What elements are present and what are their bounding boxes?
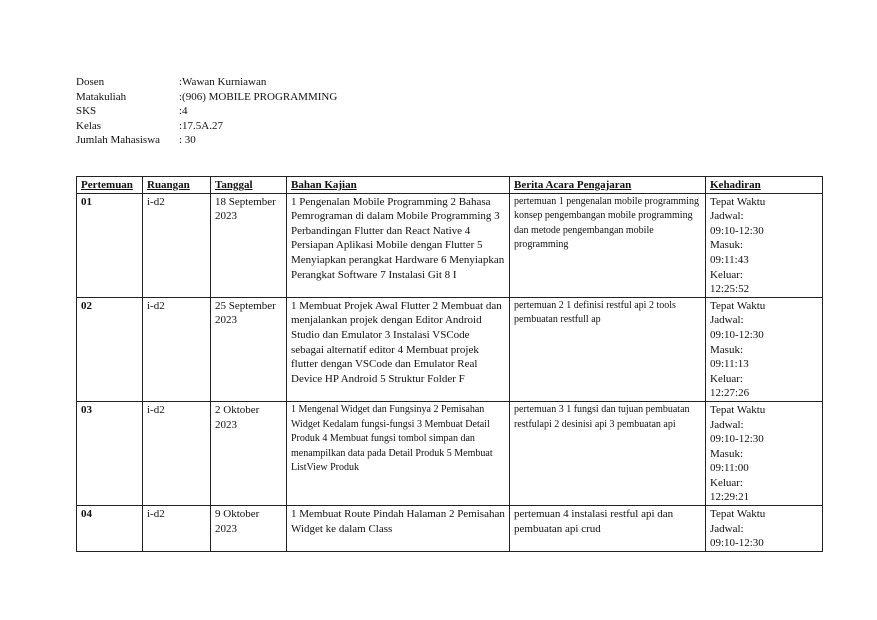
header-ruangan: Ruangan bbox=[143, 177, 211, 194]
cell-tanggal: 9 Oktober 2023 bbox=[211, 506, 287, 552]
cell-bahan-kajian: 1 Membuat Route Pindah Halaman 2 Pemisahan Widget ke dalam Class bbox=[287, 506, 510, 552]
cell-pertemuan: 04 bbox=[77, 506, 143, 552]
info-row-kelas bbox=[76, 119, 337, 134]
cell-bahan-kajian: 1 Mengenal Widget dan Fungsinya 2 Pemisahan Widget Kedalam fungsi-fungsi 3 Membuat Detail Produk 4 Membuat fungsi tombol simpan dan menampilkan data pada Detail Produk 5 Membuat ListView Produk bbox=[287, 401, 510, 505]
kehadiran-keluar: 12:27:26 bbox=[710, 387, 750, 400]
table-row bbox=[77, 297, 823, 401]
info-label: Matakuliah bbox=[76, 90, 127, 103]
cell-kehadiran bbox=[706, 506, 823, 552]
cell-ruangan: i-d2 bbox=[143, 506, 211, 552]
info-label: Dosen bbox=[76, 76, 105, 88]
kehadiran-masuk: 09:11:00 bbox=[710, 462, 749, 475]
cell-tanggal: 2 Oktober 2023 bbox=[211, 401, 287, 505]
kehadiran-masuk: 09:11:13 bbox=[710, 358, 749, 371]
info-value: :4 bbox=[179, 105, 188, 118]
info-label: SKS bbox=[76, 105, 97, 118]
table-header-row bbox=[77, 177, 823, 194]
info-value: :17.5A.27 bbox=[179, 119, 223, 132]
kehadiran-keluar-label: Keluar: bbox=[710, 268, 743, 281]
info-value: : 30 bbox=[179, 134, 196, 147]
header-berita-acara: Berita Acara Pengajaran bbox=[510, 177, 706, 194]
kehadiran-jadwal-label: Jadwal: bbox=[710, 522, 744, 535]
cell-kehadiran bbox=[706, 193, 823, 297]
kehadiran-keluar-label: Keluar: bbox=[710, 476, 743, 489]
cell-berita-acara: pertemuan 4 instalasi restful api dan pembuatan api crud bbox=[510, 506, 706, 552]
header-pertemuan: Pertemuan bbox=[77, 177, 143, 194]
table-row bbox=[77, 193, 823, 297]
header-kehadiran: Kehadiran bbox=[706, 177, 823, 194]
cell-berita-acara: pertemuan 3 1 fungsi dan tujuan pembuatan restfulapi 2 desinisi api 3 pembuatan api bbox=[510, 401, 706, 505]
kehadiran-jadwal: 09:10-12:30 bbox=[710, 433, 764, 446]
kehadiran-jadwal-label: Jadwal: bbox=[710, 314, 744, 327]
info-label: Kelas bbox=[76, 119, 102, 132]
kehadiran-keluar: 12:25:52 bbox=[710, 283, 750, 296]
cell-pertemuan: 03 bbox=[77, 401, 143, 505]
cell-pertemuan: 01 bbox=[77, 193, 143, 297]
kehadiran-keluar: 12:29:21 bbox=[710, 491, 750, 504]
cell-pertemuan: 02 bbox=[77, 297, 143, 401]
header-tanggal: Tanggal bbox=[211, 177, 287, 194]
kehadiran-status: Tepat Waktu bbox=[710, 403, 766, 416]
kehadiran-jadwal: 09:10-12:30 bbox=[710, 537, 764, 550]
kehadiran-status: Tepat Waktu bbox=[710, 299, 766, 312]
kehadiran-masuk-label: Masuk: bbox=[710, 343, 743, 356]
cell-tanggal: 18 September 2023 bbox=[211, 193, 287, 297]
kehadiran-jadwal: 09:10-12:30 bbox=[710, 224, 764, 237]
cell-ruangan: i-d2 bbox=[143, 401, 211, 505]
cell-ruangan: i-d2 bbox=[143, 193, 211, 297]
course-info bbox=[76, 75, 337, 148]
kehadiran-masuk-label: Masuk: bbox=[710, 239, 743, 252]
kehadiran-keluar-label: Keluar: bbox=[710, 372, 743, 385]
cell-kehadiran bbox=[706, 401, 823, 505]
info-row-matakuliah bbox=[76, 90, 337, 105]
info-row-jumlah-mahasiswa bbox=[76, 133, 337, 148]
info-row-dosen bbox=[76, 75, 337, 90]
kehadiran-status: Tepat Waktu bbox=[710, 195, 766, 208]
cell-berita-acara: pertemuan 1 pengenalan mobile programming konsep pengembangan mobile programming dan metode pengembangan mobile programming bbox=[510, 193, 706, 297]
table-row bbox=[77, 401, 823, 505]
cell-ruangan: i-d2 bbox=[143, 297, 211, 401]
cell-kehadiran bbox=[706, 297, 823, 401]
cell-bahan-kajian: 1 Membuat Projek Awal Flutter 2 Membuat dan menjalankan projek dengan Editor Android Studio dan Emulator 3 Instalasi VSCode sebagai alternatif editor 4 Membuat projek flutter dengan VSCode dan Emulator Real Device HP Android 5 Struktur Folder F bbox=[287, 297, 510, 401]
table-row bbox=[77, 506, 823, 552]
info-label: Jumlah Mahasiswa bbox=[76, 134, 161, 147]
info-value: :Wawan Kurniawan bbox=[179, 76, 267, 88]
info-value: :(906) MOBILE PROGRAMMING bbox=[179, 90, 338, 103]
kehadiran-jadwal-label: Jadwal: bbox=[710, 210, 744, 223]
kehadiran-status: Tepat Waktu bbox=[710, 508, 766, 521]
attendance-table bbox=[76, 176, 823, 552]
info-row-sks bbox=[76, 104, 337, 119]
kehadiran-jadwal-label: Jadwal: bbox=[710, 418, 744, 431]
cell-berita-acara: pertemuan 2 1 definisi restful api 2 tools pembuatan restfull ap bbox=[510, 297, 706, 401]
kehadiran-masuk-label: Masuk: bbox=[710, 447, 743, 460]
kehadiran-masuk: 09:11:43 bbox=[710, 253, 749, 266]
cell-bahan-kajian: 1 Pengenalan Mobile Programming 2 Bahasa Pemrograman di dalam Mobile Programming 3 Perbandingan Flutter dan React Native 4 Persiapan Aplikasi Mobile dengan Flutter 5 Menyiapkan perangkat Hardware 6 Menyiapkan Perangkat Software 7 Instalasi Git 8 I bbox=[287, 193, 510, 297]
header-bahan-kajian: Bahan Kajian bbox=[287, 177, 510, 194]
cell-tanggal: 25 September 2023 bbox=[211, 297, 287, 401]
kehadiran-jadwal: 09:10-12:30 bbox=[710, 328, 764, 341]
